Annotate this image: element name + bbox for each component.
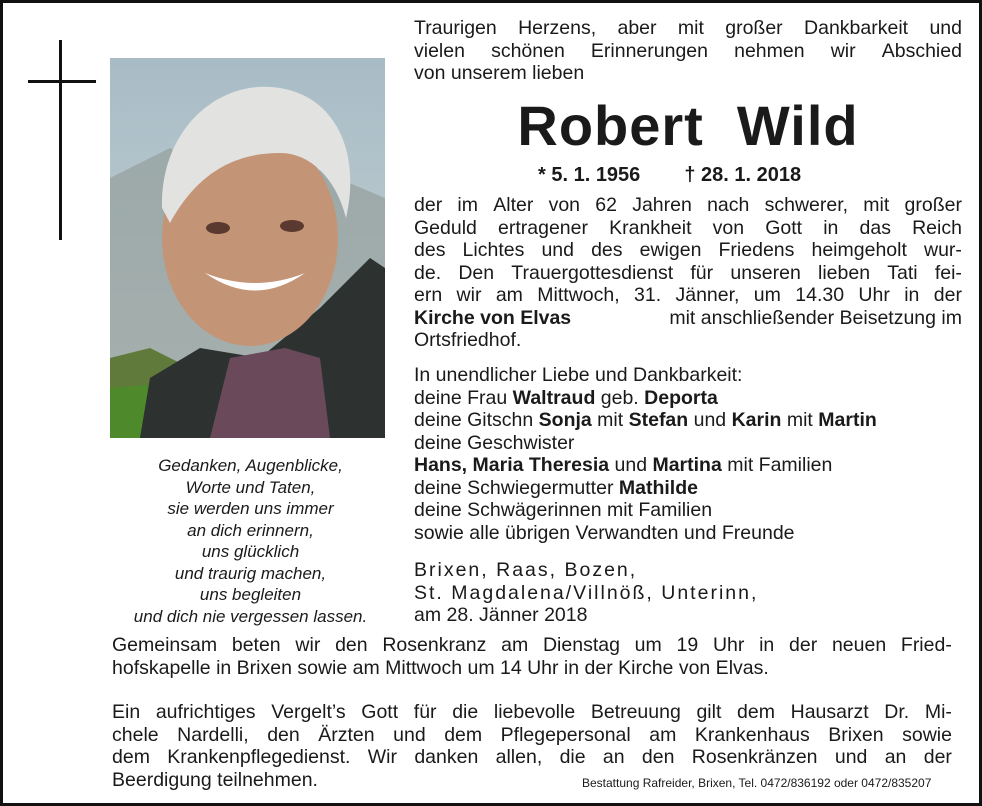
body-line: de. Den Trauergottesdienst für unseren lieben Tati fei- bbox=[414, 261, 962, 284]
memorial-poem bbox=[108, 455, 393, 627]
text: deine Gitschn bbox=[414, 409, 539, 431]
relative-name: Karin bbox=[731, 409, 782, 431]
notice-line: Gemeinsam beten wir den Rosenkranz am Dienstag um 19 Uhr in der neuen Fried- bbox=[112, 634, 952, 656]
body-line: Ortsfriedhof. bbox=[414, 329, 522, 351]
body-text bbox=[414, 194, 962, 352]
body-line: ern wir am Mittwoch, 31. Jänner, um 14.30 Uhr in der bbox=[414, 284, 962, 306]
relative-line bbox=[414, 387, 962, 410]
place-line: St. Magdalena/Villnöß, Unterinn, bbox=[414, 581, 759, 604]
relative-name: Sonja bbox=[538, 409, 592, 431]
intro-text bbox=[414, 17, 962, 85]
text: und bbox=[609, 454, 653, 476]
notice-line: hofskapelle in Brixen sowie am Mittwoch um 14 Uhr in der Kirche von Elvas. bbox=[112, 656, 769, 679]
place-line: Brixen, Raas, Bozen, bbox=[414, 559, 638, 581]
intro-line: von unserem lieben bbox=[414, 62, 585, 84]
text: deine Frau bbox=[414, 386, 513, 409]
relative-name: Mathilde bbox=[618, 476, 698, 499]
relative-name: Waltraud bbox=[512, 386, 596, 409]
relative-name: Martin bbox=[818, 409, 877, 431]
relative-line bbox=[414, 477, 962, 500]
relative-line: deine Geschwister bbox=[414, 431, 575, 454]
notice-line: dem Krankenpflegedienst. Wir danken allen, die an den Rosenkränzen und an der bbox=[112, 746, 952, 768]
body-line: der im Alter von 62 Jahren nach schwerer, mit großer bbox=[414, 194, 962, 216]
relative-name: Stefan bbox=[628, 409, 689, 431]
text: deine Schwiegermutter bbox=[414, 476, 619, 499]
intro-line: vielen schönen Erinnerungen nehmen wir Abschied bbox=[414, 39, 962, 62]
body-line bbox=[414, 307, 962, 330]
notice-line: chele Nardelli, den Ärzten und dem Pflegepersonal am Krankenhaus Brixen sowie bbox=[112, 723, 952, 746]
poem-line: an dich erinnern, bbox=[187, 520, 314, 540]
text: mit bbox=[591, 409, 629, 431]
undertaker-info: Bestattung Rafreider, Brixen, Tel. 0472/836192 oder 0472/835207 bbox=[582, 776, 932, 790]
poem-line: sie werden uns immer bbox=[167, 499, 334, 518]
poem-line: und traurig machen, bbox=[174, 563, 327, 583]
text: und bbox=[688, 409, 732, 431]
portrait-photo bbox=[110, 58, 385, 438]
intro-line: Traurigen Herzens, aber mit großer Dankbarkeit und bbox=[414, 17, 962, 39]
text: geb. bbox=[595, 386, 645, 409]
poem-line: Worte und Taten, bbox=[185, 477, 316, 497]
place-and-date bbox=[414, 559, 962, 627]
relatives-heading: In unendlicher Liebe und Dankbarkeit: bbox=[414, 364, 743, 386]
deceased-name: Robert Wild bbox=[517, 94, 859, 157]
poem-line: uns begleiten bbox=[199, 585, 302, 604]
body-line: Geduld ertragener Krankheit von Gott in das Reich bbox=[414, 216, 962, 239]
poem-line: Gedanken, Augenblicke, bbox=[158, 456, 343, 475]
church-name: Kirche von Elvas bbox=[414, 306, 572, 329]
life-dates bbox=[538, 163, 801, 187]
date-line: am 28. Jänner 2018 bbox=[414, 604, 588, 626]
death-date: † 28. 1. 2018 bbox=[684, 164, 802, 186]
poem-line: uns glücklich bbox=[201, 542, 300, 561]
relative-name: Deporta bbox=[644, 386, 718, 409]
relative-line bbox=[414, 454, 962, 477]
notice-line: Beerdigung teilnehmen. bbox=[112, 768, 318, 791]
text: mit Familien bbox=[721, 454, 833, 476]
burial-note: mit anschließender Beisetzung im bbox=[669, 306, 962, 329]
rosary-notice bbox=[112, 634, 952, 679]
poem-line: und dich nie vergessen lassen. bbox=[133, 606, 368, 626]
relative-line bbox=[414, 409, 962, 432]
relatives-list bbox=[414, 364, 962, 544]
birth-date: * 5. 1. 1956 bbox=[538, 164, 641, 186]
relative-name: Hans, Maria Theresia bbox=[414, 454, 610, 476]
relative-line: deine Schwägerinnen mit Familien bbox=[414, 499, 713, 521]
text: mit bbox=[781, 409, 819, 431]
notice-line: Ein aufrichtiges Vergelt’s Gott für die liebevolle Betreuung gilt dem Hausarzt Dr. Mi- bbox=[112, 701, 952, 723]
body-line: des Lichtes und des ewigen Friedens heimgeholt wur- bbox=[414, 239, 962, 261]
relative-name: Martina bbox=[652, 454, 722, 476]
relative-line: sowie alle übrigen Verwandten und Freunde bbox=[414, 521, 795, 544]
